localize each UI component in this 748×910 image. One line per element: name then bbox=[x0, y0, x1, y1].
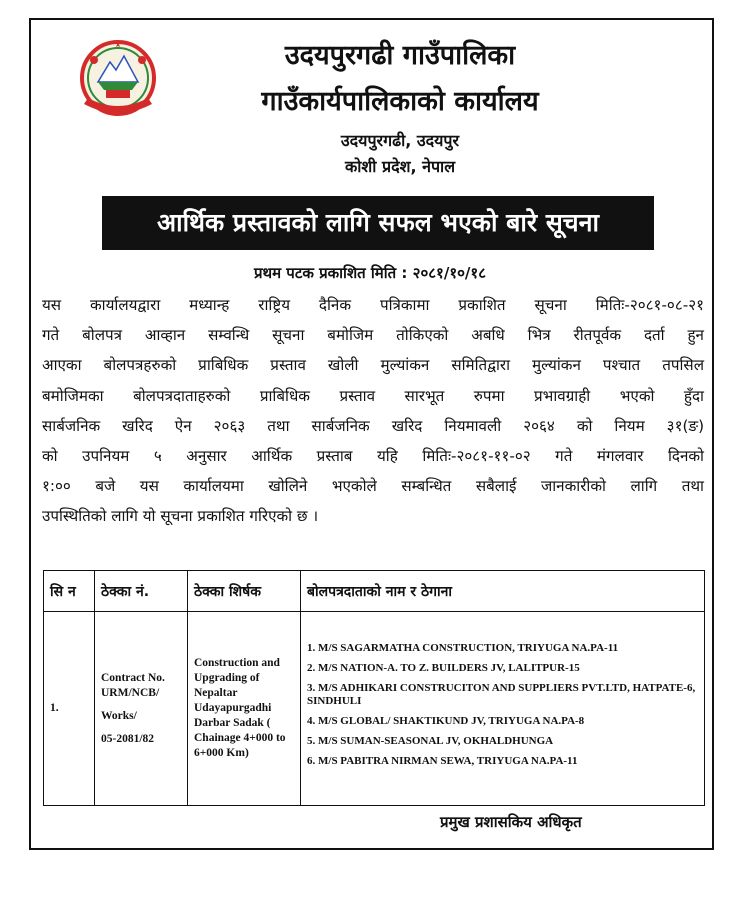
table-header-row bbox=[44, 571, 705, 612]
bidder-item: 3. M/S ADHIKARI CONSTRUCITON AND SUPPLIERS PVT.LTD, HATPATE-6, SINDHULI bbox=[307, 682, 696, 707]
bidder-list bbox=[307, 642, 698, 768]
notice-body bbox=[42, 290, 704, 532]
notice-body-line: १:०० बजे यस कार्यालयमा खोलिने भएकोले सम्बन्धित सबैलाई जानकारीको लागि तथा bbox=[42, 477, 704, 496]
contract-no-line: 05-2081/82 bbox=[101, 732, 155, 745]
header-contract-title: ठेक्का शिर्षक bbox=[188, 571, 301, 612]
municipality-name: उदयपुरगढी गाउँपालिका bbox=[284, 40, 516, 71]
address-line-1: उदयपुरगढी, उदयपुर bbox=[340, 131, 460, 150]
bidder-item: 4. M/S GLOBAL/ SHAKTIKUND JV, TRIYUGA NA.PA-8 bbox=[307, 715, 585, 727]
cell-contract-no bbox=[95, 612, 188, 806]
bidders-table bbox=[43, 570, 705, 806]
notice-body-line: उपस्थितिको लागि यो सूचना प्रकाशित गरिएको छ । bbox=[42, 507, 319, 526]
notice-body-line: बमोजिमका बोलपत्रदाताहरुको प्राबिधिक प्रस्ताव सारभूत रुपमा प्रभावग्राही भएको हुँदा bbox=[42, 386, 704, 405]
signature-title: प्रमुख प्रशासकिय अधिकृत bbox=[440, 813, 582, 831]
contract-no-line: URM/NCB/ bbox=[101, 686, 160, 699]
cell-contract-title: Construction and Upgrading of Nepaltar Udayapurgadhi Darbar Sadak ( Chainage 4+000 to 6+000 Km) bbox=[188, 612, 301, 806]
cell-bidders bbox=[301, 612, 705, 806]
header-contract-no: ठेक्का नं. bbox=[95, 571, 188, 612]
notice-body-line: यस कार्यालयद्वारा मध्यान्ह राष्ट्रिय दैनिक पत्रिकामा प्रकाशित सूचना मितिः-२०८१-०८-२१ bbox=[42, 296, 704, 314]
bidder-item: 6. M/S PABITRA NIRMAN SEWA, TRIYUGA NA.PA-11 bbox=[307, 755, 578, 767]
header-bidders: बोलपत्रदाताको नाम र ठेगाना bbox=[301, 571, 705, 612]
nepal-government-emblem-icon bbox=[76, 38, 160, 118]
cell-sn: 1. bbox=[44, 612, 95, 806]
publication-date: प्रथम पटक प्रकाशित मिति : २०८१/१०/१८ bbox=[253, 264, 487, 282]
bidder-item: 5. M/S SUMAN-SEASONAL JV, OKHALDHUNGA bbox=[307, 735, 554, 747]
bidder-item: 2. M/S NATION-A. TO Z. BUILDERS JV, LALITPUR-15 bbox=[307, 662, 580, 674]
office-name: गाउँकार्यपालिकाको कार्यालय bbox=[261, 86, 539, 117]
header-sn: सि न bbox=[44, 571, 95, 612]
bidder-item: 1. M/S SAGARMATHA CONSTRUCTION, TRIYUGA NA.PA-11 bbox=[307, 642, 619, 654]
address-line-2: कोशी प्रदेश, नेपाल bbox=[344, 157, 456, 176]
contract-no-line: Works/ bbox=[101, 709, 137, 722]
notice-body-line: सार्बजनिक खरिद ऐन २०६३ तथा सार्बजनिक खरिद नियमावली २०६४ को नियम ३१(ङ) bbox=[42, 416, 704, 435]
contract-no-line: Contract No. bbox=[101, 671, 165, 684]
notice-title: आर्थिक प्रस्तावको लागि सफल भएको बारे सूचना bbox=[102, 196, 654, 250]
notice-body-line: को उपनियम ५ अनुसार आर्थिक प्रस्ताब यहि मितिः-२०८१-११-०२ गते मंगलवार दिनको bbox=[42, 447, 704, 466]
notice-body-line: आएका बोलपत्रहरुको प्राबिधिक प्रस्ताव खोली मुल्यांकन समितिद्वारा मुल्यांकन पश्चात तपसिल bbox=[42, 356, 704, 375]
table-row bbox=[44, 612, 705, 806]
notice-body-line: गते बोलपत्र आव्हान सम्वन्धि सूचना बमोजिम तोकिएको अबधि भित्र रीतपूर्वक दर्ता हुन bbox=[42, 326, 704, 345]
